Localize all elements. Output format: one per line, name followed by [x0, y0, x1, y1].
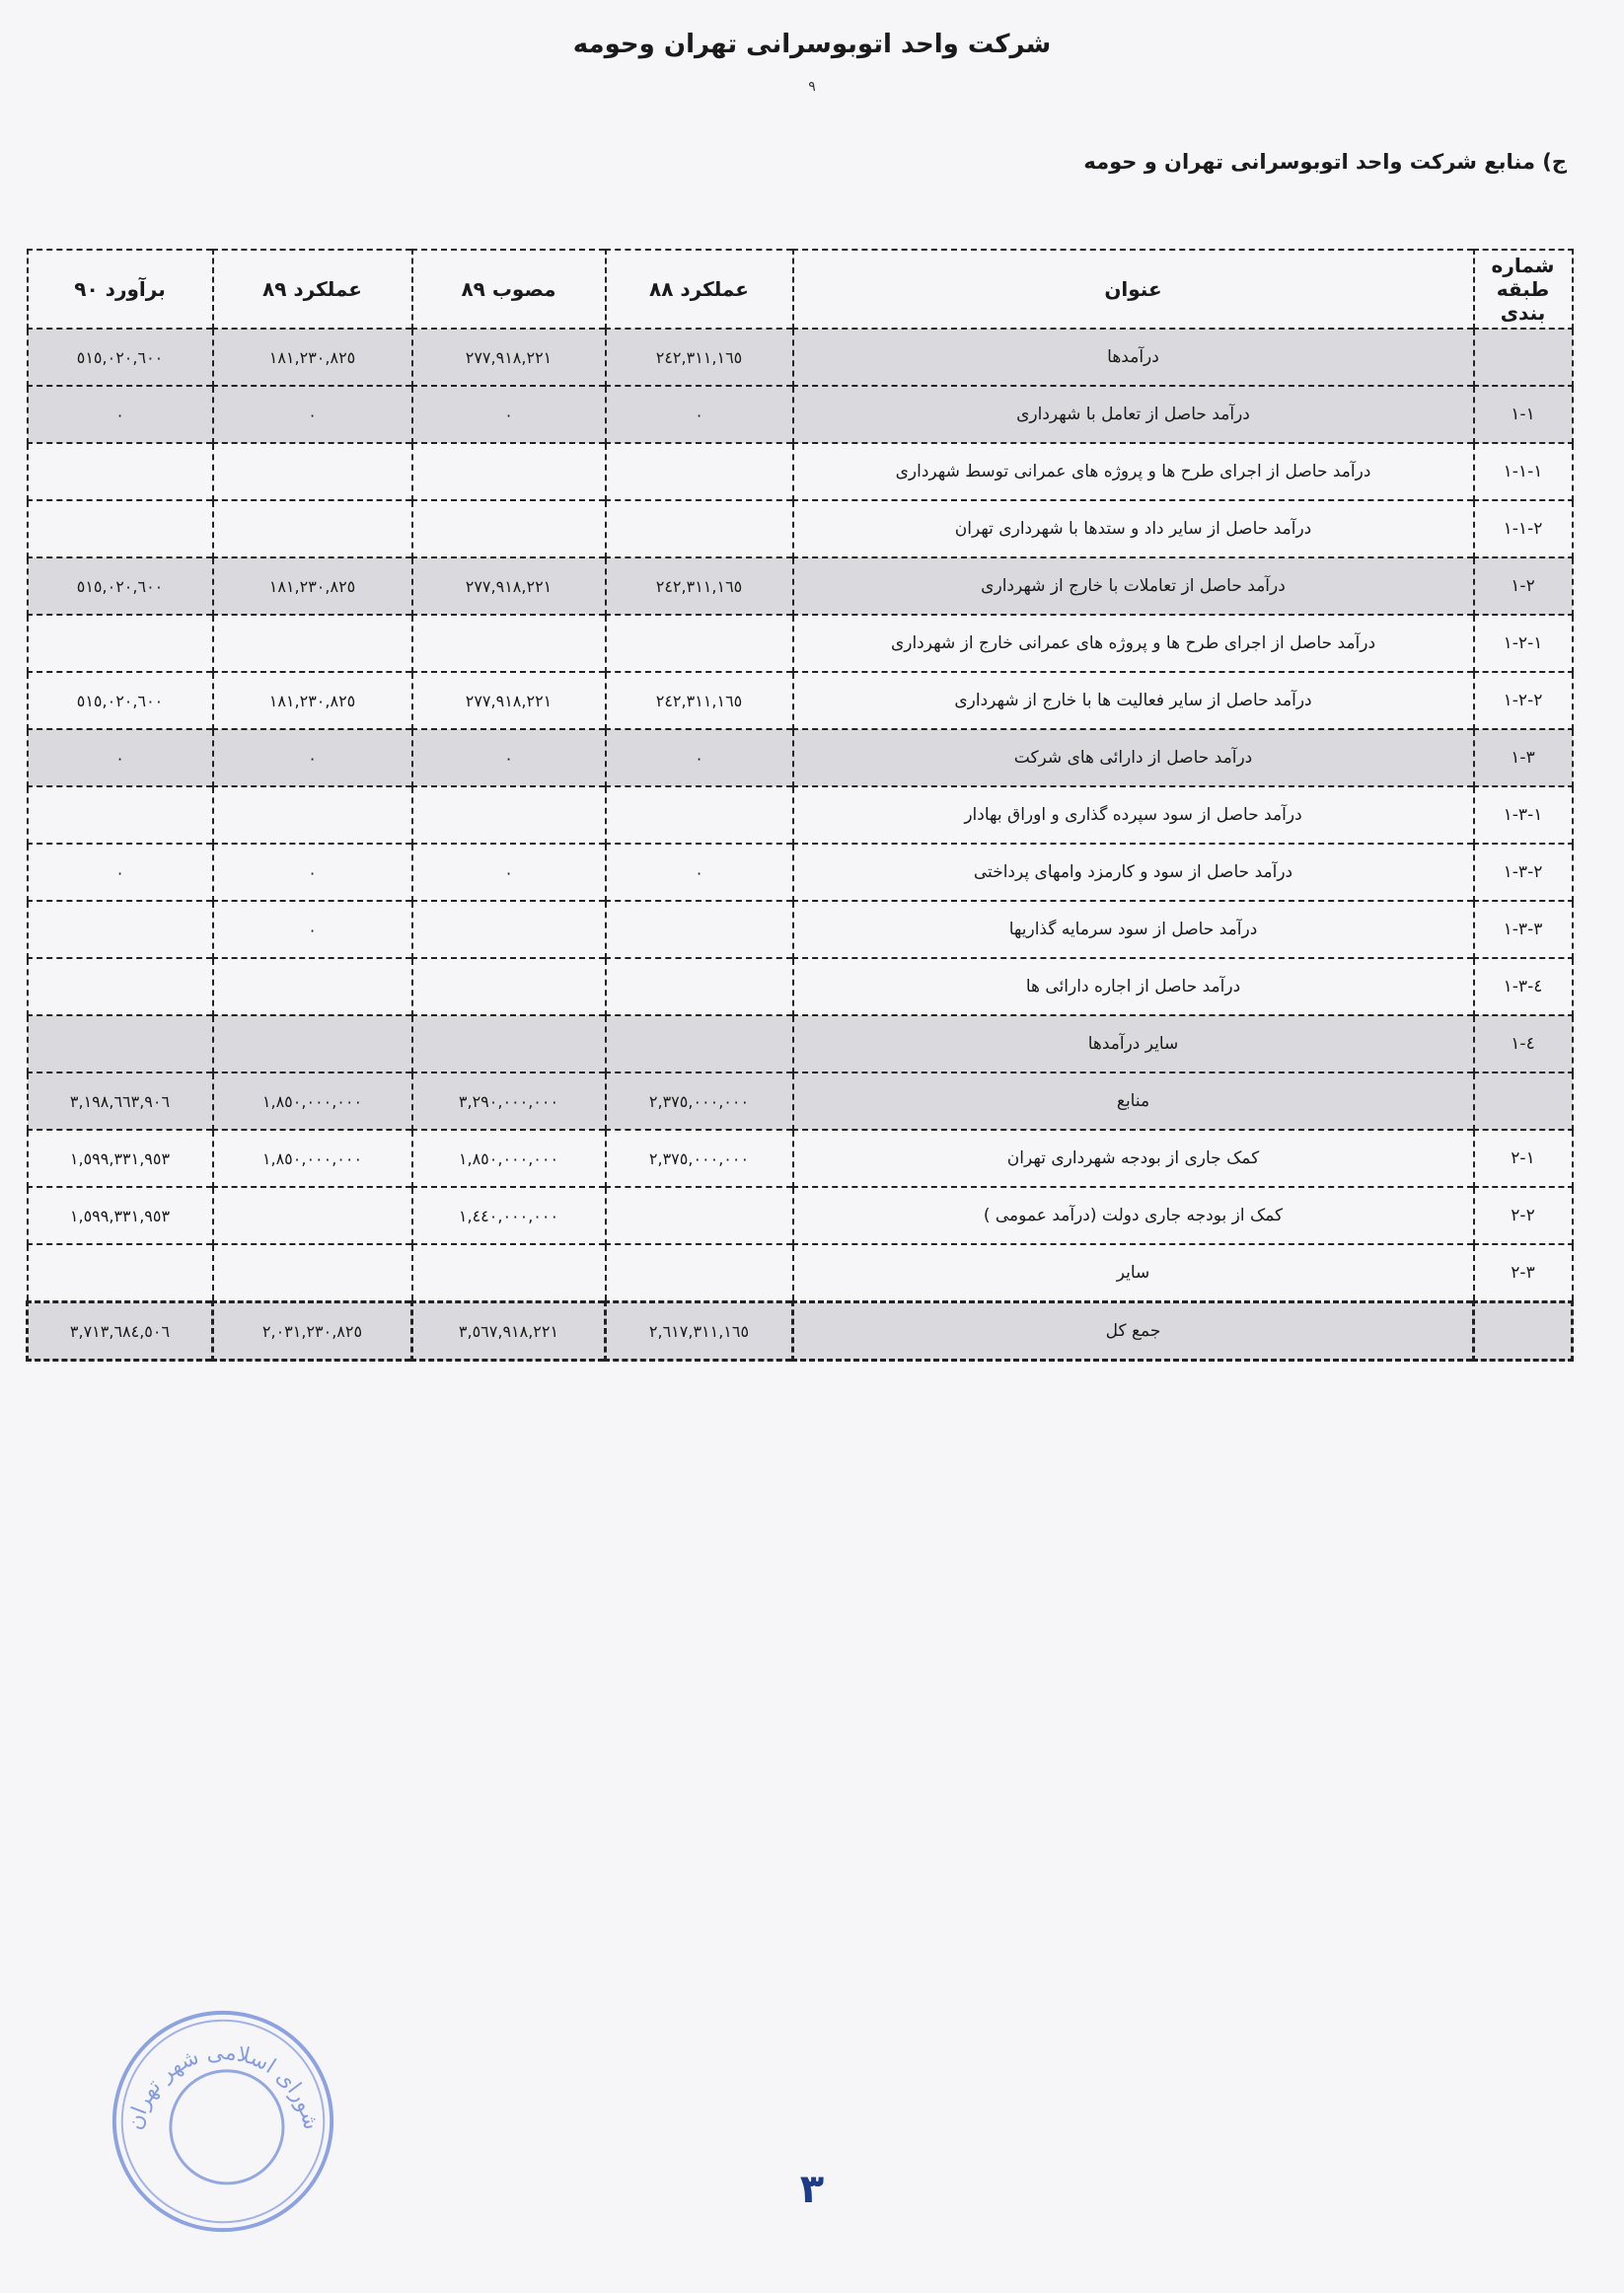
actual-89-cell [213, 615, 412, 672]
code-cell: ٢-١-١ [1474, 500, 1573, 557]
actual-89-cell [213, 443, 412, 500]
table-row [28, 615, 1573, 672]
title-cell: درآمد حاصل از تعامل با شهرداری [793, 386, 1474, 443]
table-row [28, 329, 1573, 386]
estimate-90-cell [28, 500, 213, 557]
table-row [28, 1073, 1573, 1130]
actual-88-cell [606, 1015, 793, 1073]
title-cell: درآمد حاصل از اجرای طرح ها و پروژه های عمرانی خارج از شهرداری [793, 615, 1474, 672]
approved-89-cell: ٠ [412, 844, 606, 901]
title-cell: درآمد حاصل از سود سپرده گذاری و اوراق بهادار [793, 786, 1474, 844]
table-row [28, 443, 1573, 500]
approved-89-cell [412, 786, 606, 844]
actual-89-cell: ١٨١,٢٣٠,٨٢٥ [213, 329, 412, 386]
title-cell: درآمد حاصل از سایر داد و ستدها با شهرداری تهران [793, 500, 1474, 557]
approved-89-cell: ٣,٢٩٠,٠٠٠,٠٠٠ [412, 1073, 606, 1130]
actual-89-cell [213, 1015, 412, 1073]
actual-89-cell: ١٨١,٢٣٠,٨٢٥ [213, 557, 412, 615]
approved-89-cell [412, 1244, 606, 1302]
estimate-90-cell: ٥١٥,٠٢٠,٦٠٠ [28, 672, 213, 729]
svg-text:شورای اسلامی شهر تهران [122, 2040, 323, 2132]
code-cell: ١-٢-١ [1474, 615, 1573, 672]
code-cell: ٢-١ [1474, 557, 1573, 615]
code-cell: ٤-٣-١ [1474, 958, 1573, 1015]
approved-89-cell [412, 901, 606, 958]
estimate-90-cell: ٠ [28, 386, 213, 443]
actual-89-cell [213, 1187, 412, 1244]
stamp-text: شورای اسلامی شهر تهران [122, 2039, 324, 2133]
section-heading: ج) منابع شرکت واحد اتوبوسرانی تهران و حومه [1083, 150, 1567, 174]
actual-89-cell [213, 786, 412, 844]
title-cell: درآمد حاصل از اجرای طرح ها و پروژه های عمرانی توسط شهرداری [793, 443, 1474, 500]
estimate-90-cell [28, 901, 213, 958]
table-row [28, 1244, 1573, 1302]
total-title-cell: جمع کل [793, 1302, 1474, 1361]
code-cell: ٤-١ [1474, 1015, 1573, 1073]
title-cell: سایر [793, 1244, 1474, 1302]
code-cell: ٢-٢-١ [1474, 672, 1573, 729]
title-cell: سایر درآمدها [793, 1015, 1474, 1073]
actual-89-cell: ١٨١,٢٣٠,٨٢٥ [213, 672, 412, 729]
table-row [28, 500, 1573, 557]
actual-89-cell: ٠ [213, 729, 412, 786]
estimate-90-cell [28, 1015, 213, 1073]
actual-89-cell [213, 1244, 412, 1302]
code-cell [1474, 329, 1573, 386]
title-cell: درآمد حاصل از اجاره دارائی ها [793, 958, 1474, 1015]
table-row [28, 672, 1573, 729]
page-subtitle: ٩ [808, 79, 816, 95]
title-cell: درآمد حاصل از سود سرمایه گذاریها [793, 901, 1474, 958]
code-cell: ١-٣-١ [1474, 786, 1573, 844]
column-header-actual-89: عملکرد ٨٩ [213, 250, 412, 329]
code-cell: ٣-١ [1474, 729, 1573, 786]
actual-88-cell [606, 1244, 793, 1302]
title-cell: منابع [793, 1073, 1474, 1130]
actual-89-cell: ٠ [213, 901, 412, 958]
total-row [28, 1302, 1573, 1361]
actual-88-cell [606, 786, 793, 844]
page-number: ٣ [799, 2167, 825, 2212]
code-cell: ٢-٣-١ [1474, 844, 1573, 901]
total-estimate-90-cell: ٣,٧١٣,٦٨٤,٥٠٦ [28, 1302, 213, 1361]
actual-89-cell [213, 500, 412, 557]
code-cell [1474, 1302, 1573, 1361]
estimate-90-cell: ١,٥٩٩,٣٣١,٩٥٣ [28, 1187, 213, 1244]
code-cell: ٢-٢ [1474, 1187, 1573, 1244]
estimate-90-cell [28, 443, 213, 500]
estimate-90-cell [28, 786, 213, 844]
actual-89-cell [213, 958, 412, 1015]
table-row [28, 958, 1573, 1015]
estimate-90-cell: ٣,١٩٨,٦٦٣,٩٠٦ [28, 1073, 213, 1130]
code-cell: ١-٢ [1474, 1130, 1573, 1187]
actual-88-cell [606, 958, 793, 1015]
approved-89-cell: ١,٤٤٠,٠٠٠,٠٠٠ [412, 1187, 606, 1244]
title-cell: درآمد حاصل از سایر فعالیت ها با خارج از شهرداری [793, 672, 1474, 729]
code-cell: ١-١ [1474, 386, 1573, 443]
actual-88-cell: ٢,٣٧٥,٠٠٠,٠٠٠ [606, 1130, 793, 1187]
table-row [28, 1130, 1573, 1187]
title-cell: کمک از بودجه جاری دولت (درآمد عمومی ) [793, 1187, 1474, 1244]
actual-88-cell: ٢٤٢,٣١١,١٦٥ [606, 557, 793, 615]
actual-88-cell: ٢٤٢,٣١١,١٦٥ [606, 672, 793, 729]
approved-89-cell: ٢٧٧,٩١٨,٢٢١ [412, 557, 606, 615]
estimate-90-cell: ٥١٥,٠٢٠,٦٠٠ [28, 329, 213, 386]
table-row [28, 786, 1573, 844]
approved-89-cell [412, 615, 606, 672]
estimate-90-cell [28, 615, 213, 672]
approved-89-cell: ٠ [412, 729, 606, 786]
actual-88-cell: ٢٤٢,٣١١,١٦٥ [606, 329, 793, 386]
title-cell: درآمد حاصل از سود و کارمزد وامهای پرداختی [793, 844, 1474, 901]
approved-89-cell: ٢٧٧,٩١٨,٢٢١ [412, 672, 606, 729]
table-row [28, 1015, 1573, 1073]
actual-88-cell: ٠ [606, 844, 793, 901]
resources-table [26, 249, 1574, 1362]
column-header-title: عنوان [793, 250, 1474, 329]
approved-89-cell [412, 443, 606, 500]
table-header-row [28, 250, 1573, 329]
total-actual-88-cell: ٢,٦١٧,٣١١,١٦٥ [606, 1302, 793, 1361]
table-row [28, 1187, 1573, 1244]
title-cell: درآمد حاصل از تعاملات با خارج از شهرداری [793, 557, 1474, 615]
code-cell: ٣-٣-١ [1474, 901, 1573, 958]
estimate-90-cell: ٠ [28, 729, 213, 786]
actual-88-cell [606, 615, 793, 672]
approved-89-cell: ٠ [412, 386, 606, 443]
actual-88-cell [606, 1187, 793, 1244]
title-cell: کمک جاری از بودجه شهرداری تهران [793, 1130, 1474, 1187]
actual-88-cell: ٠ [606, 386, 793, 443]
page-title: شرکت واحد اتوبوسرانی تهران وحومه [572, 30, 1052, 59]
approved-89-cell [412, 500, 606, 557]
actual-89-cell: ١,٨٥٠,٠٠٠,٠٠٠ [213, 1130, 412, 1187]
table-body [28, 329, 1573, 1361]
actual-88-cell [606, 500, 793, 557]
table-row [28, 386, 1573, 443]
title-cell: درآمدها [793, 329, 1474, 386]
actual-89-cell: ٠ [213, 386, 412, 443]
estimate-90-cell: ١,٥٩٩,٣٣١,٩٥٣ [28, 1130, 213, 1187]
estimate-90-cell [28, 958, 213, 1015]
total-approved-89-cell: ٣,٥٦٧,٩١٨,٢٢١ [412, 1302, 606, 1361]
code-cell: ١-١-١ [1474, 443, 1573, 500]
total-actual-89-cell: ٢,٠٣١,٢٣٠,٨٢٥ [213, 1302, 412, 1361]
table-row [28, 557, 1573, 615]
actual-89-cell: ١,٨٥٠,٠٠٠,٠٠٠ [213, 1073, 412, 1130]
approved-89-cell [412, 1015, 606, 1073]
actual-88-cell [606, 443, 793, 500]
column-header-estimate-90: برآورد ٩٠ [28, 250, 213, 329]
approved-89-cell: ٢٧٧,٩١٨,٢٢١ [412, 329, 606, 386]
estimate-90-cell [28, 1244, 213, 1302]
actual-88-cell: ٠ [606, 729, 793, 786]
estimate-90-cell: ٥١٥,٠٢٠,٦٠٠ [28, 557, 213, 615]
table-row [28, 729, 1573, 786]
approved-89-cell [412, 958, 606, 1015]
approved-89-cell: ١,٨٥٠,٠٠٠,٠٠٠ [412, 1130, 606, 1187]
title-cell: درآمد حاصل از دارائی های شرکت [793, 729, 1474, 786]
column-header-code: شماره طبقه بندی [1474, 250, 1573, 329]
estimate-90-cell: ٠ [28, 844, 213, 901]
code-cell: ٣-٢ [1474, 1244, 1573, 1302]
actual-88-cell [606, 901, 793, 958]
column-header-approved-89: مصوب ٨٩ [412, 250, 606, 329]
actual-89-cell: ٠ [213, 844, 412, 901]
column-header-actual-88: عملکرد ٨٨ [606, 250, 793, 329]
actual-88-cell: ٢,٣٧٥,٠٠٠,٠٠٠ [606, 1073, 793, 1130]
table-row [28, 844, 1573, 901]
code-cell [1474, 1073, 1573, 1130]
table-row [28, 901, 1573, 958]
